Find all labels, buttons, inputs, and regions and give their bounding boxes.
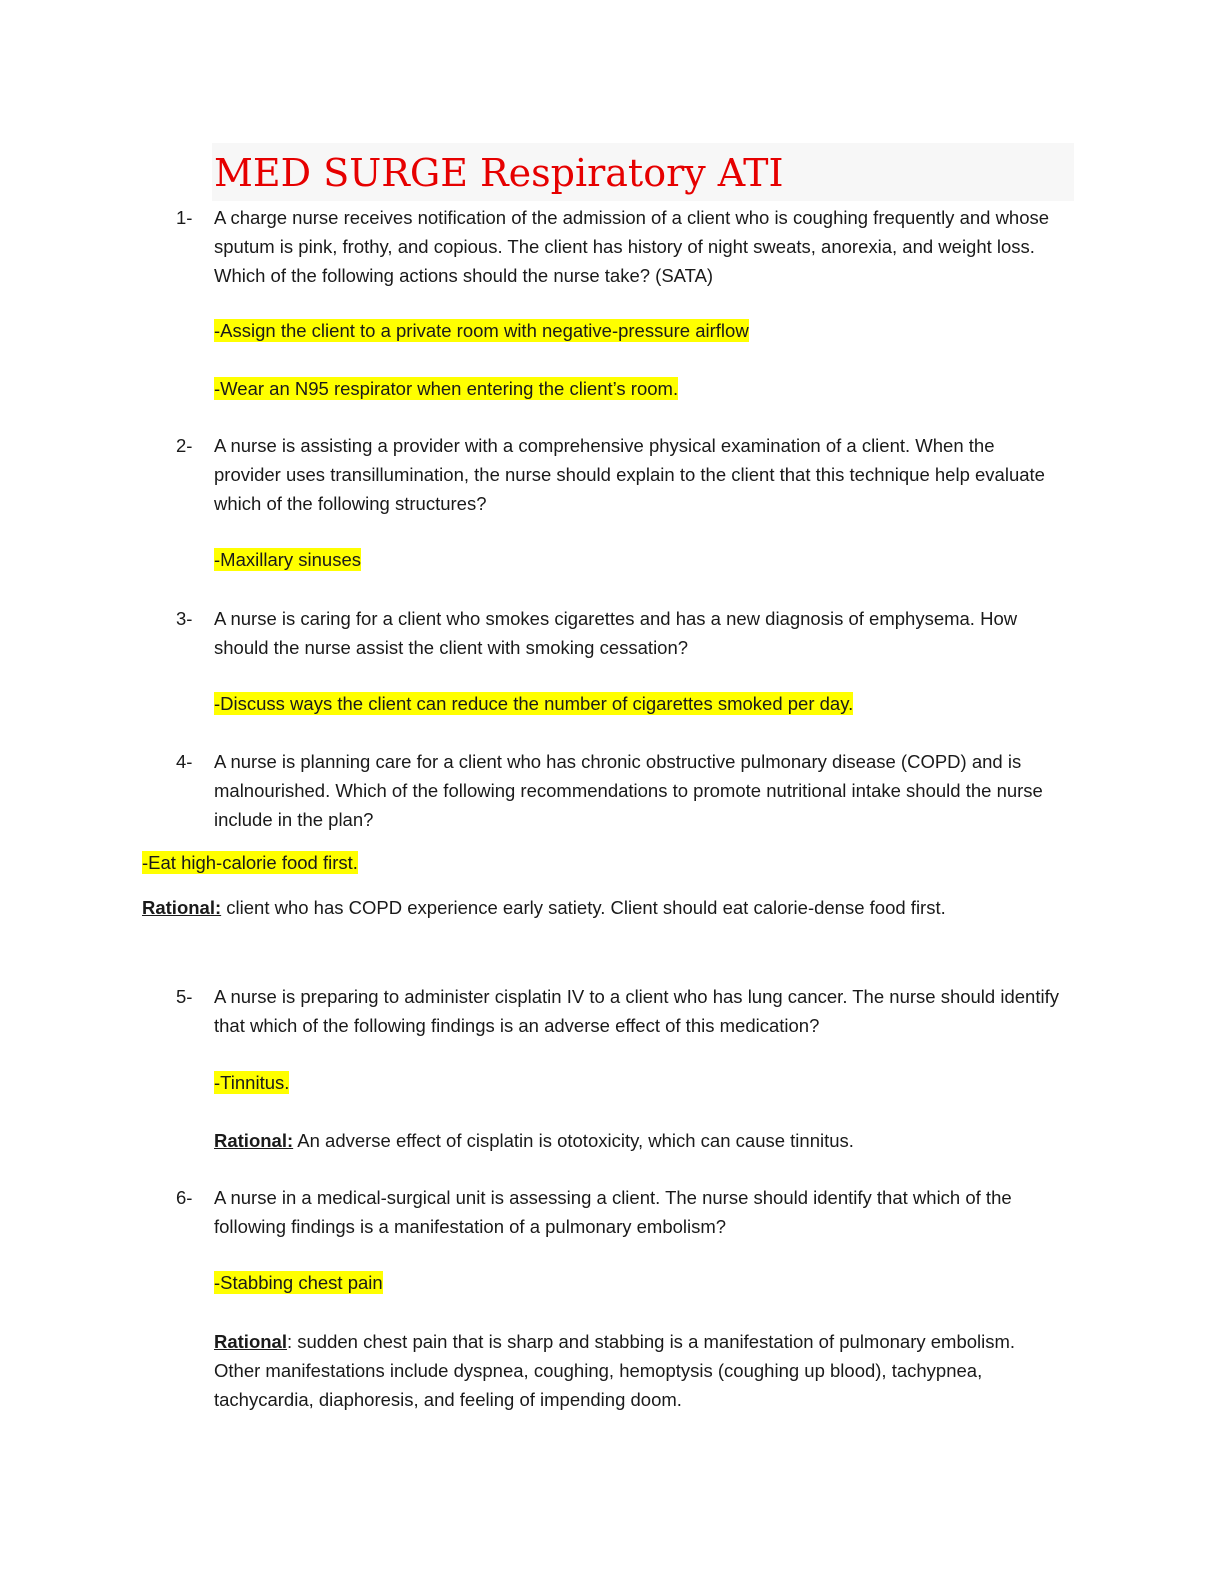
question-5-answer [214, 1070, 289, 1096]
question-6-answer [214, 1270, 383, 1296]
question-4-number: 4- [176, 751, 193, 772]
rationale-label: Rational: [142, 897, 222, 918]
question-1-answer-1 [214, 318, 749, 344]
question-3-number: 3- [176, 608, 193, 629]
question-1-answer-2 [214, 376, 678, 402]
rationale-text: An adverse effect of cisplatin is ototoxicity, which can cause tinnitus. [293, 1130, 854, 1151]
question-5-rationale [214, 1126, 1064, 1155]
highlight: -Wear an N95 respirator when entering the client’s room. [214, 378, 679, 399]
question-3-text: A nurse is caring for a client who smokes cigarettes and has a new diagnosis of emphysema. How should the nurse assist the client with smoking cessation? [214, 608, 1018, 658]
question-5-number: 5- [176, 986, 193, 1007]
rationale-text: : sudden chest pain that is sharp and stabbing is a manifestation of pulmonary embolism. Other manifestations include dyspnea, coughing, hemoptysis (coughing up blood), tachypnea, tachycardia, diaphoresis, and feeling of impending doom. [214, 1331, 1016, 1410]
question-4-text: A nurse is planning care for a client who has chronic obstructive pulmonary disease (COPD) and is malnourished. Which of the following recommendations to promote nutritional intake should the nurse include in the plan? [214, 751, 1043, 830]
page-title: MED SURGE Respiratory ATI [214, 151, 784, 195]
highlight: -Eat high-calorie food first. [142, 852, 358, 873]
highlight: -Stabbing chest pain [214, 1272, 383, 1293]
question-5-text: A nurse is preparing to administer cisplatin IV to a client who has lung cancer. The nurse should identify that which of the following findings is an adverse effect of this medication? [214, 986, 1059, 1036]
question-2-answer [214, 547, 361, 573]
question-6-rationale [214, 1327, 1064, 1414]
question-4-rationale [142, 893, 1142, 922]
rationale-label: Rational [214, 1331, 287, 1352]
question-4-answer [142, 850, 358, 876]
question-1-text: A charge nurse receives notification of the admission of a client who is coughing frequently and whose sputum is pink, frothy, and copious. The client has history of night sweats, anorexia, and weight loss. Which of the following actions should the nurse take? (SATA) [214, 207, 1050, 286]
question-6-number: 6- [176, 1187, 193, 1208]
rationale-label: Rational: [214, 1130, 294, 1151]
highlight: -Discuss ways the client can reduce the number of cigarettes smoked per day. [214, 693, 854, 714]
rationale-text: client who has COPD experience early satiety. Client should eat calorie-dense food first. [221, 897, 946, 918]
question-2-text: A nurse is assisting a provider with a comprehensive physical examination of a client. When the provider uses transillumination, the nurse should explain to the client that this technique help evaluate which of the following structures? [214, 435, 1045, 514]
highlight: -Tinnitus. [214, 1072, 290, 1093]
highlight: -Assign the client to a private room with negative-pressure airflow [214, 320, 749, 341]
question-2-number: 2- [176, 435, 193, 456]
question-1-number: 1- [176, 207, 193, 228]
highlight: -Maxillary sinuses [214, 549, 362, 570]
question-3-answer [214, 691, 853, 717]
question-6-text: A nurse in a medical-surgical unit is assessing a client. The nurse should identify that which of the following findings is a manifestation of a pulmonary embolism? [214, 1187, 1012, 1237]
